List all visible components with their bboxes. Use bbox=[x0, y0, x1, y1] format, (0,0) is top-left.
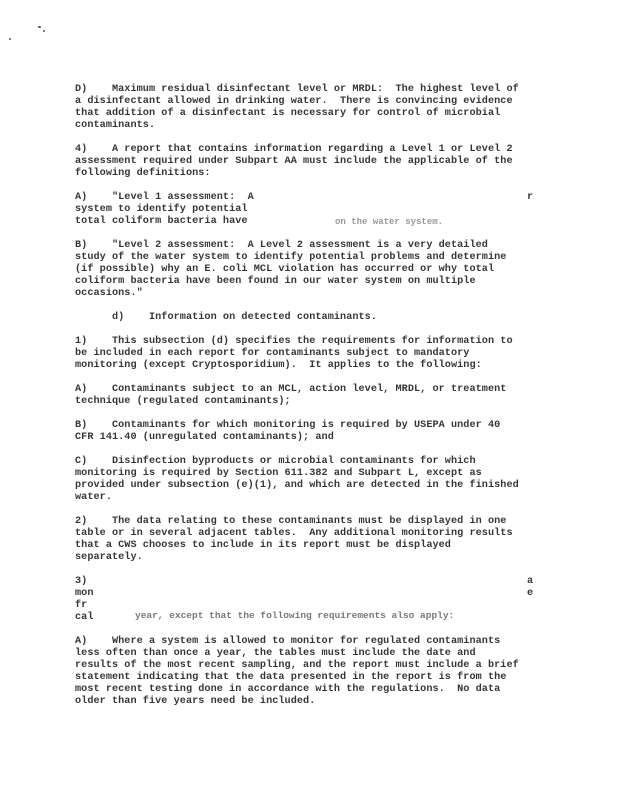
text-line: CFR 141.40 (unregulated contaminants); and bbox=[75, 432, 334, 443]
text-line: (if possible) why an E. coli MCL violation has occurred or why total bbox=[75, 264, 495, 275]
text-line: cal bbox=[75, 612, 94, 623]
scan-speck bbox=[43, 30, 45, 32]
text-line: less often than once a year, the tables must include the date and bbox=[75, 648, 476, 659]
text-line: total coliform bacteria have bbox=[75, 216, 248, 227]
text-line: D) Maximum residual disinfectant level or MRDL: The highest level of bbox=[75, 84, 519, 95]
text-line: occasions." bbox=[75, 288, 143, 299]
text-line: water. bbox=[75, 492, 112, 503]
text-line: system to identify potential bbox=[75, 204, 248, 215]
scan-speck bbox=[9, 38, 11, 40]
text-line: A) Contaminants subject to an MCL, action level, MRDL, or treatment bbox=[75, 384, 507, 395]
text-line: a disinfectant allowed in drinking water. There is convincing evidence bbox=[75, 96, 513, 107]
fragment-text: on the water system. bbox=[335, 217, 444, 227]
text-line: contaminants. bbox=[75, 120, 156, 131]
text-line: following definitions: bbox=[75, 168, 211, 179]
text-line: that addition of a disinfectant is necessary for control of microbial bbox=[75, 108, 501, 119]
text-line: technique (regulated contaminants); bbox=[75, 396, 291, 407]
text-line: 4) A report that contains information regarding a Level 1 or Level 2 bbox=[75, 144, 513, 155]
fragment-char: e bbox=[527, 588, 534, 599]
text-line: separately. bbox=[75, 552, 143, 563]
text-line: results of the most recent sampling, and the report must include a brief bbox=[75, 660, 519, 671]
text-line: d) Information on detected contaminants. bbox=[75, 312, 378, 323]
text-line: coliform bacteria have been found in our water system on multiple bbox=[75, 276, 476, 287]
text-line: that a CWS chooses to include in its report must be displayed bbox=[75, 540, 451, 551]
text-line: monitoring (except Cryptosporidium). It applies to the following: bbox=[75, 360, 482, 371]
fragment-char: a bbox=[527, 576, 534, 587]
text-line: mon bbox=[75, 588, 94, 599]
text-line: assessment required under Subpart AA must include the applicable of the bbox=[75, 156, 513, 167]
fragment-char: r bbox=[527, 192, 534, 203]
text-line: be included in each report for contaminants subject to mandatory bbox=[75, 348, 470, 359]
text-line: older than five years need be included. bbox=[75, 696, 316, 707]
text-line: table or in several adjacent tables. Any additional monitoring results bbox=[75, 528, 513, 539]
text-line: most recent testing done in accordance with the regulations. No data bbox=[75, 684, 501, 695]
scan-speck bbox=[38, 26, 41, 28]
text-line: 3) bbox=[75, 576, 88, 587]
text-line: study of the water system to identify potential problems and determine bbox=[75, 252, 507, 263]
text-line: fr bbox=[75, 600, 88, 611]
text-line: B) Contaminants for which monitoring is required by USEPA under 40 bbox=[75, 420, 501, 431]
text-line: A) Where a system is allowed to monitor for regulated contaminants bbox=[75, 636, 501, 647]
text-line: monitoring is required by Section 611.382 and Subpart L, except as bbox=[75, 468, 482, 479]
text-line: A) "Level 1 assessment: A bbox=[75, 192, 254, 203]
text-line: statement indicating that the data presented in the report is from the bbox=[75, 672, 507, 683]
text-line: C) Disinfection byproducts or microbial contaminants for which bbox=[75, 456, 476, 467]
text-line: 2) The data relating to these contaminants must be displayed in one bbox=[75, 516, 507, 527]
text-line: B) "Level 2 assessment: A Level 2 assessment is a very detailed bbox=[75, 240, 488, 251]
text-line: 1) This subsection (d) specifies the requirements for information to bbox=[75, 336, 513, 347]
fragment-text: year, except that the following requirements also apply: bbox=[135, 610, 455, 621]
text-line: provided under subsection (e)(1), and which are detected in the finished bbox=[75, 480, 519, 491]
